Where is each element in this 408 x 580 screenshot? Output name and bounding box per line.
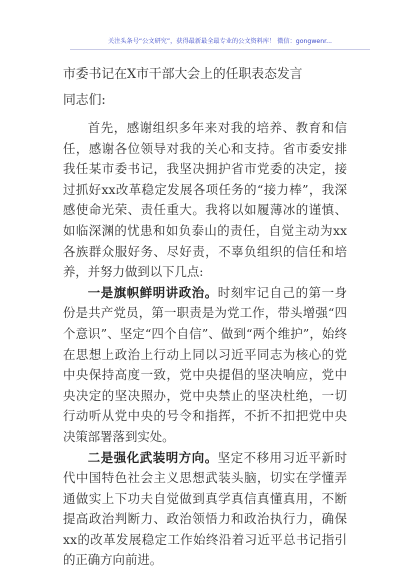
promo-banner-text: 关注头条号“公文研究”，获得最新最全最专业的公文资料库！ 微信：gongwenr... [107,38,333,45]
paragraph-point-2 [63,448,347,572]
paragraph-body: 首先，感谢组织多年来对我的培养、教育和信任，感谢各位领导对我的关心和支持。省市委安排我任某市委书记，我坚决拥护省市党委的决定，接过抓好xx改革稳定发展各项任务的“接力棒”，我深感使命光荣、责任重大。我将以如履薄冰的谨慎、如临深渊的忧患和如负泰山的责任，自觉主动为xx各族群众服好务、尽好责，不辜负组织的信任和培养，并努力做到以下几点: [63,120,347,280]
promo-banner [70,32,370,50]
document-title: 市委书记在X市干部大会上的任职表态发言 [63,67,303,82]
document-body [63,66,347,571]
paragraph-lead: 二是强化武装明方向。 [87,449,218,465]
paragraph-lead: 一是旗帜鲜明讲政治。 [87,284,218,300]
salutation: 同志们: [63,93,106,108]
paragraph-body: 坚定不移用习近平新时代中国特色社会主义思想武装头脑，切实在学懂弄通做实上下功夫自觉做到真学真信真懂真用，不断提高政治判断力、政治领悟力和政治执行力，确保xx的改革发展稳定工作始终沿着习近平总书记指引的正确方向前进。 [63,449,348,568]
paragraph-intro [63,118,347,283]
paragraph-point-1 [63,283,347,448]
paragraph-body: 时刻牢记自己的第一身份是共产党员，第一职责是为党工作，带头增强“四个意识”、坚定“四个自信”、做到“两个维护”，始终在思想上政治上行动上同以习近平同志为核心的党中央保持高度一致，党中央提倡的坚决响应，党中央决定的坚决照办，党中央禁止的坚决杜绝，一切行动听从党中央的号令和指挥，不折不扣把党中央决策部署落到实处。 [63,284,348,444]
